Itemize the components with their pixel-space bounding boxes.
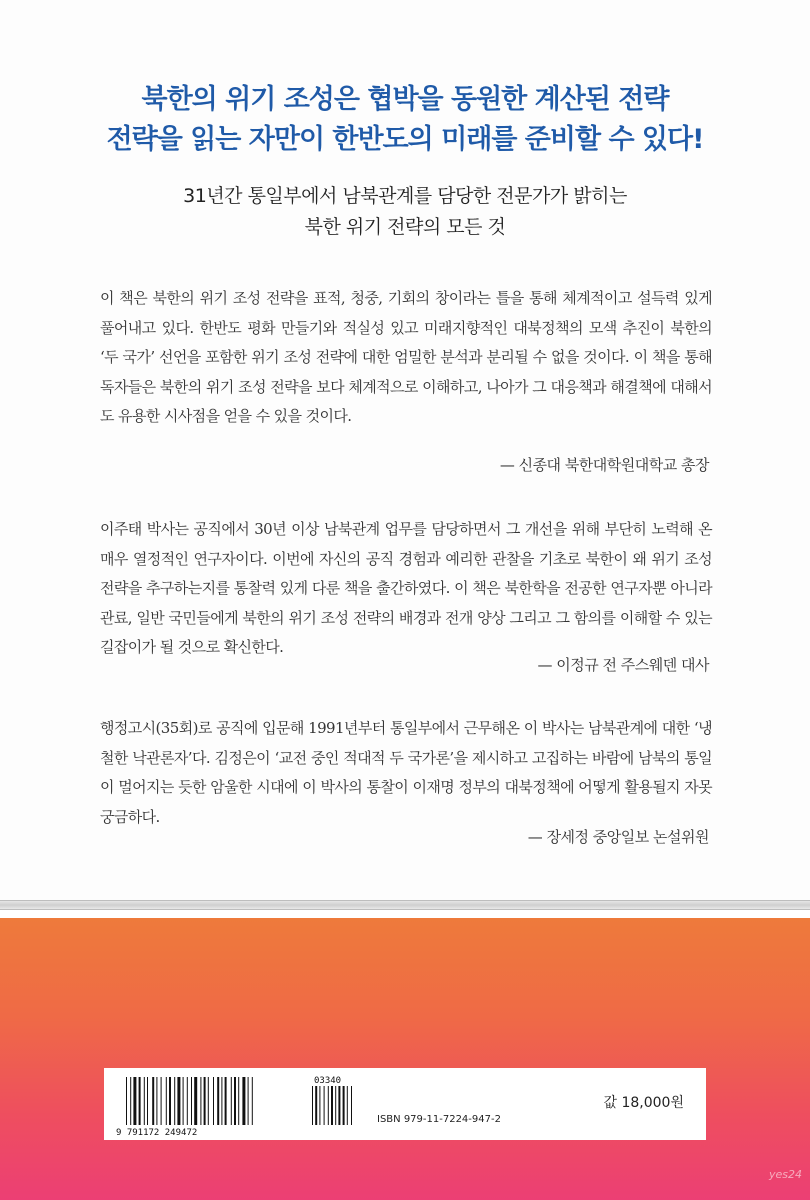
gradient-band (0, 918, 810, 1200)
barcode-addon-bar (338, 1086, 340, 1125)
barcode-bar (234, 1077, 236, 1125)
barcode-bar (225, 1077, 227, 1125)
barcode-bar (177, 1077, 180, 1125)
barcode-panel (104, 1068, 706, 1140)
barcode-bar (152, 1077, 154, 1125)
headline-line-2: 전략을 읽는 자만이 한반도의 미래를 준비할 수 있다! (106, 124, 704, 155)
isbn-number: ISBN 979-11-7224-947-2 (377, 1114, 501, 1125)
barcode-bar (248, 1077, 249, 1125)
barcode-bar (252, 1077, 253, 1125)
barcode-bar (169, 1077, 171, 1125)
barcode-bar (204, 1077, 206, 1125)
barcode-bar (174, 1077, 175, 1125)
barcode-addon-bar (335, 1086, 336, 1125)
barcode-addon-bar (331, 1086, 333, 1125)
barcode-bar (213, 1077, 214, 1125)
barcode-bar (238, 1077, 239, 1125)
barcode-bar (194, 1077, 197, 1125)
barcode-bar (139, 1077, 141, 1125)
barcode-addon-bar (324, 1086, 325, 1125)
barcode-bar (126, 1077, 127, 1125)
barcode-bar (221, 1077, 222, 1125)
barcode-bar (183, 1077, 184, 1125)
barcode-bar (130, 1077, 131, 1125)
subtitle-line-1: 31년간 통일부에서 남북관계를 담당한 전문가가 밝히는 (183, 185, 627, 207)
barcode-bar (187, 1077, 188, 1125)
barcode-bar (231, 1077, 232, 1125)
barcode-bar (133, 1077, 136, 1125)
subtitle-line-2: 북한 위기 전략의 모든 것 (304, 216, 506, 238)
barcode-bar (156, 1077, 157, 1125)
barcode-main-digits: 9 791172 249472 (116, 1128, 198, 1137)
watermark: yes24 (768, 1168, 802, 1181)
barcode-bar (161, 1077, 162, 1125)
isbn-barcode (114, 1075, 374, 1137)
endorsement-text-1: 이 책은 북한의 위기 조성 전략을 표적, 청중, 기회의 창이라는 틀을 통해 체계적이고 설득력 있게 풀어내고 있다. 한반도 평화 만들기와 적실성 있고 미래지향적인 대북정책의 모색 추진이 북한의 ‘두 국가’ 선언을 포함한 위기 조성 전략에 대한 엄밀한 분석과 분리될 수 없을 것이다. 이 책을 통해 독자들은 북한의 위기 조성 전략을 보다 체계적으로 이해하고, 나아가 그 대응책과 해결책에 대해서도 유용한 시사점을 얻을 수 있을 것이다. (100, 289, 712, 425)
barcode-bar (217, 1077, 219, 1125)
barcode-bar (200, 1077, 201, 1125)
endorsement-author-3: — 장세정 중앙일보 논설위원 (527, 828, 709, 846)
endorsement-text-2: 이주태 박사는 공직에서 30년 이상 남북관계 업무를 담당하면서 그 개선을 위해 부단히 노력해 온 매우 열정적인 연구자이다. 이번에 자신의 공직 경험과 예리한 관찰을 기초로 북한이 왜 위기 조성 전략을 추구하는지를 통찰력 있게 다룬 책을 출간하였다. 이 책은 북한학을 전공한 연구자뿐 아니라 관료, 일반 국민들에게 북한의 위기 조성 전략의 배경과 전개 양상 그리고 그 함의를 이해할 수 있는 길잡이가 될 것으로 확신한다. (100, 520, 712, 656)
barcode-bar (191, 1077, 192, 1125)
barcode-bar (147, 1077, 148, 1125)
barcode-bar (208, 1077, 209, 1125)
barcode-bar (144, 1077, 145, 1125)
barcode-addon-bar (312, 1086, 313, 1125)
barcode-addon-bar (347, 1086, 348, 1125)
barcode-addon-bar (319, 1086, 320, 1125)
barcode-addon-bar (351, 1086, 352, 1125)
barcode-addon-bar (315, 1086, 317, 1125)
barcode-addon-digits: 03340 (314, 1076, 342, 1086)
price-label: 값 18,000원 (603, 1095, 684, 1111)
barcode-bar (242, 1077, 245, 1125)
endorsement-author-1: — 신종대 북한대학원대학교 총장 (499, 456, 709, 474)
headline-line-1: 북한의 위기 조성은 협박을 동원한 계산된 전략 (141, 84, 669, 115)
section-divider (0, 900, 810, 910)
barcode-bar (166, 1077, 167, 1125)
barcode-addon-bar (328, 1086, 329, 1125)
barcode-addon-bar (343, 1086, 345, 1125)
endorsement-author-2: — 이정규 전 주스웨덴 대사 (537, 656, 709, 674)
endorsement-text-3: 행정고시(35회)로 공직에 입문해 1991년부터 통일부에서 근무해온 이 박사는 남북관계에 대한 ‘냉철한 낙관론자’다. 김정은이 ‘교전 중인 적대적 두 국가론’을 제시하고 고집하는 바람에 남북의 통일이 멀어지는 듯한 암울한 시대에 이 박사의 통찰이 이재명 정부의 대북정책에 어떻게 활용될지 자못 궁금하다. (100, 719, 712, 826)
